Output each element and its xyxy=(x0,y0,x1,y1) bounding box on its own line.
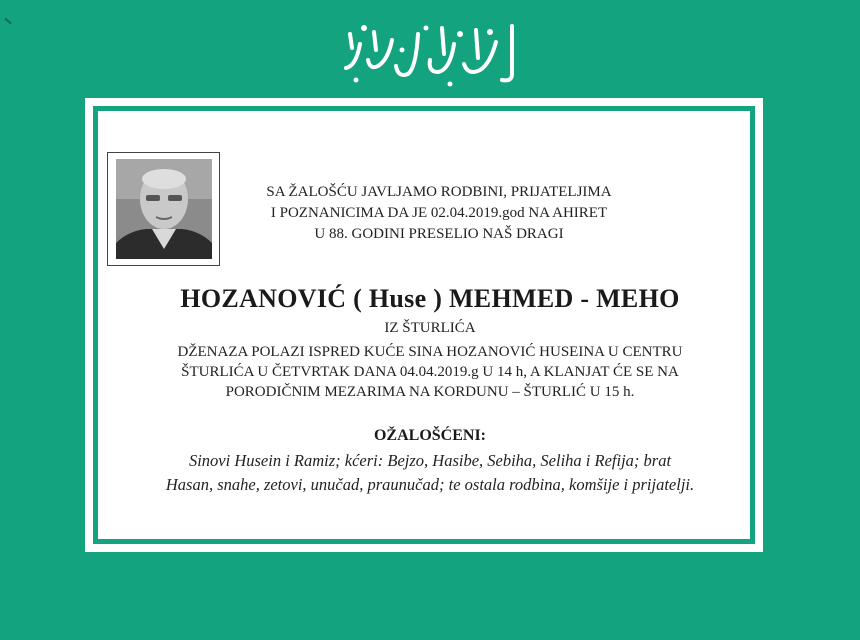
mourners-heading: OŽALOŠĆENI: xyxy=(373,427,487,444)
deceased-name: HOZANOVIĆ ( Huse ) MEHMED - MEHO xyxy=(180,284,680,313)
hometown: IZ ŠTURLIĆA xyxy=(384,320,476,336)
mourners-line: Sinovi Husein i Ramiz; kćeri: Bejzo, Hasibe, Sebiha, Seliha i Refija; brat xyxy=(188,451,672,470)
arabic-calligraphy-icon xyxy=(330,14,530,94)
funeral-line: DŽENAZA POLAZI ISPRED KUĆE SINA HOZANOVIĆ HUSEINA U CENTRU xyxy=(177,344,683,360)
intro-text xyxy=(224,182,654,245)
intro-line: I POZNANICIMA DA JE 02.04.2019.god NA AHIRET xyxy=(270,205,608,221)
funeral-details xyxy=(95,342,765,402)
portrait-photo xyxy=(107,152,220,266)
intro-line: SA ŽALOŠĆU JAVLJAMO RODBINI, PRIJATELJIMA xyxy=(266,184,612,200)
mourners-line: Hasan, snahe, zetovi, unučad, praunučad; te ostala rodbina, komšije i prijatelji. xyxy=(165,475,695,494)
intro-line: U 88. GODINI PRESELIO NAŠ DRAGI xyxy=(314,226,564,242)
corner-mark xyxy=(4,18,11,25)
funeral-line: ŠTURLIĆA U ČETVRTAK DANA 04.04.2019.g U 14 h, A KLANJAT ĆE SE NA xyxy=(181,364,679,380)
mourners-list xyxy=(95,449,765,497)
funeral-line: PORODIČNIM MEZARIMA NA KORDUNU – ŠTURLIĆ U 15 h. xyxy=(225,384,635,400)
